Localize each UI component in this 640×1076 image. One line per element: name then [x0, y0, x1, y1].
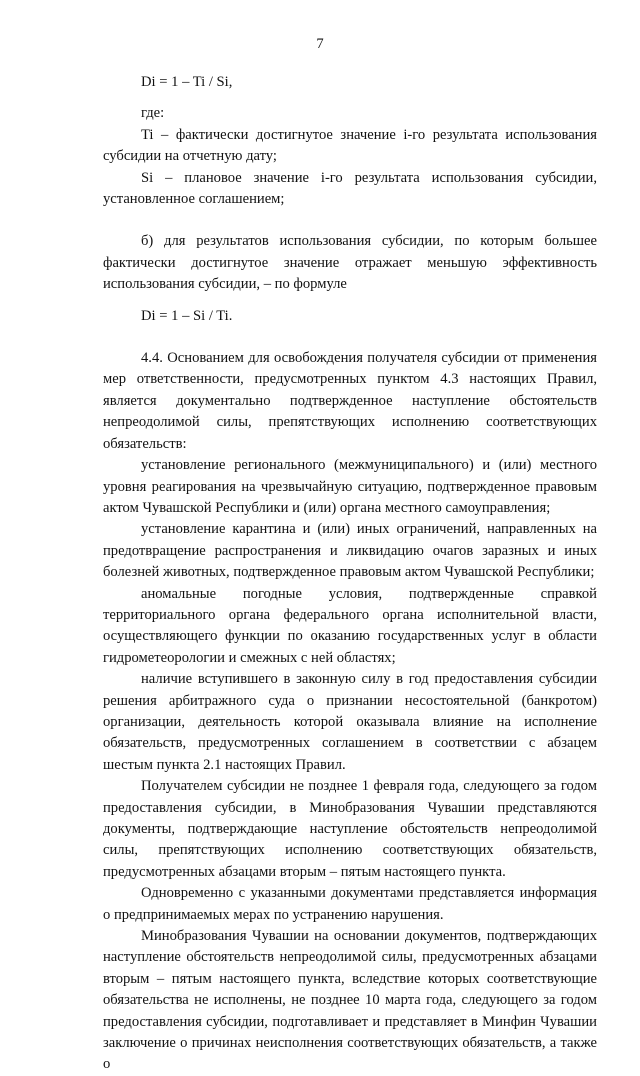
paragraph-bankruptcy: наличие вступившего в законную силу в год предоставления субсидии решения арбитражного суда о признании несостоятельной (банкротом) организации, деятельность которой оказывала влияние на исполнение обязательств, предусмотренных соглашением в соответствии с абзацем шестым пункта 2.1 настоящих Правил.	[103, 671, 597, 773]
page-number: 7	[316, 36, 324, 52]
item-b-paragraph: б) для результатов использования субсидии, по которым большее фактически достигнутое значение отражает меньшую эффективность использования субсидии, – по формуле	[103, 233, 597, 293]
definition-t: Ti – фактически достигнутое значение i-го результата использования субсидии на отчетную дату;	[103, 126, 597, 165]
where-label: где:	[141, 105, 165, 122]
paragraph-ministry-conclusion: Минобразования Чувашии на основании документов, подтверждающих наступление обстоятельств непреодолимой силы, предусмотренных абзацами вторым – пятым настоящего пункта, вследствие которых соответствующие обязательства не исполнены, не позднее 10 марта года, следующего за годом предоставления субсидии, подготавливает и представляет в Минфин Чувашии заключение о причинах неисполнения соответствующих обязательств, а также о	[103, 928, 597, 1073]
paragraph-quarantine: установление карантина и (или) иных ограничений, направленных на предотвращение распространения и ликвидацию очагов заразных и иных болезней животных, подтвержденное правовым актом Чувашской Республики;	[103, 521, 597, 581]
paragraph-information: Одновременно с указанными документами представляется информация о предпринимаемых мерах по устранению нарушения.	[103, 885, 597, 923]
paragraph-emergency: установление регионального (межмуниципального) и (или) местного уровня реагирования на чрезвычайную ситуацию, подтвержденное правовым актом Чувашской Республики и (или) органа местного самоуправления;	[103, 457, 597, 516]
formula-1: Di = 1 – Ti / Si,	[141, 74, 233, 90]
paragraph-4-4: 4.4. Основанием для освобождения получателя субсидии от применения мер ответственности, предусмотренных пунктом 4.3 настоящих Правил, является документально подтвержденное наступление обстоятельств непреодолимой силы, препятствующих исполнению соответствующих обязательств:	[103, 350, 597, 452]
document-body	[103, 72, 597, 1076]
paragraph-documents: Получателем субсидии не позднее 1 февраля года, следующего за годом предоставления субсидии, в Минобразования Чувашии представляются документы, подтверждающие наступление обстоятельств непреодолимой силы, препятствующих исполнению соответствующих обязательств, предусмотренных абзацами вторым – пятым настоящего пункта.	[103, 778, 597, 880]
paragraph-weather: аномальные погодные условия, подтвержденные справкой территориального органа федерального органа исполнительной власти, осуществляющего функции по оказанию государственных услуг в области гидрометеорологии и смежных с ней областях;	[103, 585, 597, 666]
definition-s: Si – плановое значение i-го результата использования субсидии, установленное соглашением;	[103, 169, 597, 208]
formula-2: Di = 1 – Si / Ti.	[141, 307, 233, 324]
